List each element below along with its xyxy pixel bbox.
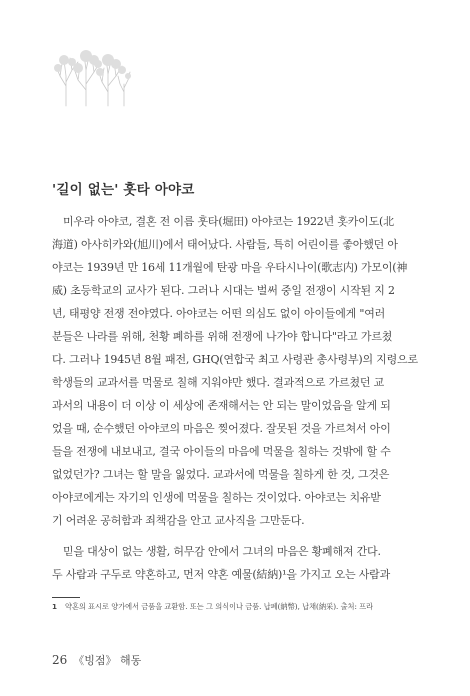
page-number: 26 (52, 653, 68, 667)
body-line-10: 었을 때, 순수했던 아야코의 마음은 찢어졌다. 잘못된 것을 가르쳐서 아이 (52, 422, 391, 435)
body-line-15: 믿을 대상이 없는 생활, 허무감 안에서 그녀의 마음은 황폐해져 간다. (63, 545, 381, 558)
footnote-divider (52, 597, 80, 598)
footnote (52, 602, 421, 612)
body-line-9: 과서의 내용이 더 이상 이 세상에 존재해서는 안 되는 말이었음을 알게 되 (52, 399, 391, 412)
section-heading: '길이 없는' 훗타 아야코 (52, 182, 195, 198)
body-line-2: 海道) 아사히카와(旭川)에서 태어났다. 사람들, 특히 어린이를 좋아했던 아 (52, 238, 398, 251)
body-line-11: 들을 전쟁에 내보내고, 결국 아이들의 마음에 먹물을 칠하는 것밖에 할 수 (52, 445, 391, 458)
body-line-8: 학생들의 교과서를 먹물로 칠해 지워야만 했다. 결과적으로 가르쳤던 교 (52, 376, 385, 389)
body-line-5: 년, 태평양 전쟁 전야였다. 아야코는 어떤 의심도 없이 아이들에게 "여러 (52, 307, 386, 320)
footnote-text: 약혼의 표시로 양가에서 금품을 교환함. 또는 그 의식이나 금품. 납폐(納幣), 납채(納采). 출처: 프라 (65, 602, 374, 611)
body-line-14: 기 어려운 공허함과 죄책감을 안고 교사직을 그만둔다. (52, 514, 305, 527)
body-line-13: 아야코에게는 자기의 인생에 먹물을 칠하는 것이었다. 아야코는 치유받 (52, 491, 381, 504)
running-title: 《빙점》 해동 (73, 654, 142, 667)
body-line-1: 미우라 아야코, 결혼 전 이름 훗타(堀田) 아야코는 1922년 홋카이도(北 (63, 215, 394, 228)
body-line-6: 분들은 나라를 위해, 천황 폐하를 위해 전쟁에 나가야 합니다"라고 가르쳤 (52, 330, 393, 343)
footnote-number: 1 (52, 602, 58, 611)
body-line-3: 야코는 1939년 만 16세 11개월에 탄광 마을 우타시나이(歌志内) 가모이(神 (52, 261, 408, 274)
body-line-7: 다. 그러나 1945년 8월 패전, GHQ(연합국 최고 사령관 총사령부)의 지령으로 (52, 353, 418, 366)
body-line-16: 두 사람과 구두로 약혼하고, 먼저 약혼 예물(結納)¹을 가지고 오는 사람과 (52, 568, 391, 581)
body-line-4: 威) 초등학교의 교사가 된다. 그러나 시대는 벌써 중일 전쟁이 시작된 지 2 (52, 284, 395, 297)
page-footer (52, 652, 141, 668)
body-line-12: 없었던가? 그녀는 할 말을 잃었다. 교과서에 먹물을 칠하게 한 것, 그것은 (52, 468, 390, 481)
decorative-trees-illustration (52, 46, 132, 108)
